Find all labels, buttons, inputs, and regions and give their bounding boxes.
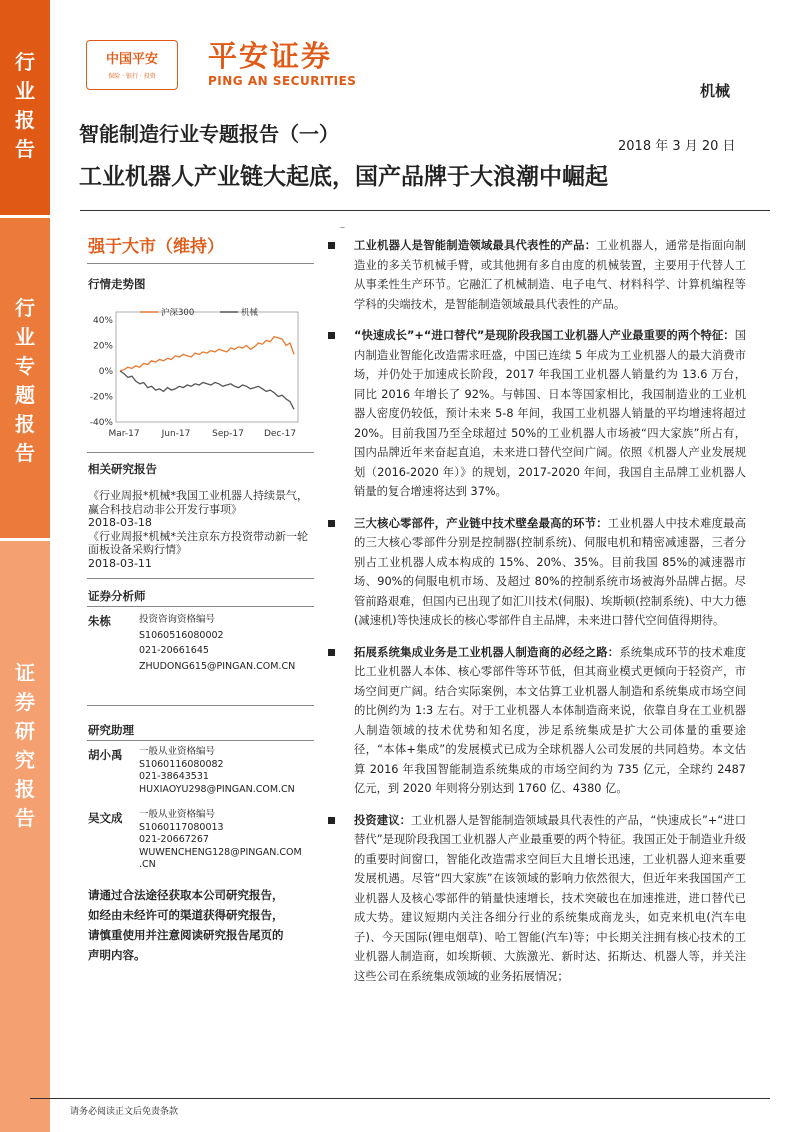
band-char: 专 (15, 354, 35, 378)
bullet-square-icon (328, 649, 335, 656)
summary-column (328, 236, 746, 998)
footer-note: 请务必阅读正文后免责条款 (70, 1107, 179, 1117)
y-tick-label: 0% (98, 367, 113, 377)
band-char: 报 (15, 777, 35, 801)
x-tick-label: Dec-17 (263, 429, 297, 439)
assistant-info-2 (139, 809, 302, 872)
related-reports-list (88, 489, 308, 570)
analyst-phone: 021-20661645 (139, 645, 209, 656)
band-char: 行 (15, 296, 35, 320)
related-reports-title: 相关研究报告 (88, 462, 157, 476)
assistant2-cert-no: S1060117080013 (139, 821, 224, 833)
bullet-square-icon (328, 242, 335, 249)
divider (87, 606, 314, 607)
logo1-text: 中国平安 (105, 52, 158, 67)
logo1-slogan: 保险 · 银行 · 投资 (108, 73, 156, 80)
band-char: 题 (15, 383, 35, 407)
industry-label: 机械 (700, 82, 731, 100)
summary-paragraph-2 (328, 326, 746, 502)
paragraph-text: 国内制造业智能化改造需求旺盛，中国已连续 5 年成为工业机器人的最大消费市场，并仍处于加速成长阶段，2017 年我国工业机器人销量约为 13.6 万台，同比 2016 年增长了 92%。与韩国、日本等国家相比，我国制造业的工业机器人密度仍较低，预计未来 5-8 年间，我国工业机器人销量的平均增速将超过 20%。目前我国乃至全球超过 50%的工业机器人市场被“四大家族”所占有，国内品牌近年来奋起直追，未来进口替代空间广阔。依照《机器人产业发展规划（2016-2020 年）》的规划，2017-2020 年间，我国自主品牌工业机器人销量的复合增速将达到 37%。 (354, 329, 746, 498)
legend-label-machinery: 机械 (241, 308, 259, 318)
band-char: 报 (15, 108, 35, 132)
trend-chart (88, 300, 310, 446)
chart-frame (116, 312, 298, 422)
x-tick-label: Sep-17 (212, 429, 244, 439)
divider (87, 263, 314, 264)
analyst-info (139, 612, 295, 674)
band-char: 券 (15, 690, 35, 714)
report-subtitle: 智能制造行业专题报告（一） (79, 122, 339, 146)
trend-chart-title: 行情走势图 (88, 277, 146, 291)
analyst-title: 证券分析师 (88, 589, 146, 603)
related-report-2[interactable]: 《行业周报*机械*关注京东方投资带动新一轮面板设备采购行情》 (88, 529, 308, 556)
summary-paragraph-4 (328, 643, 746, 799)
assistant-info-1 (139, 746, 295, 796)
logo2-cn: 平安证券 (208, 39, 333, 73)
x-tick-label: Jun-17 (161, 429, 191, 439)
assistant1-cert-label: 一般从业资格编号 (139, 746, 216, 757)
analyst-cert-no: S1060516080002 (139, 629, 224, 641)
ping-an-securities-logo (208, 40, 356, 88)
analyst-cert-label: 投资咨询资格编号 (139, 614, 216, 625)
assistant1-email[interactable]: HUXIAOYU298@PINGAN.COM.CN (139, 783, 295, 795)
assistant1-cert-no: S1060116080082 (139, 758, 224, 770)
logo2-en: PING AN SECURITIES (208, 74, 357, 88)
band-char: 究 (15, 748, 35, 772)
bullet-square-icon (328, 817, 335, 824)
rating-label: 强于大市（维持） (88, 237, 224, 257)
band-char: 告 (15, 137, 35, 161)
divider (87, 740, 314, 741)
ping-an-group-logo (86, 40, 178, 90)
band-char: 业 (15, 325, 35, 349)
divider (87, 705, 314, 706)
related-report-2-date: 2018-03-11 (88, 556, 152, 570)
band-char: 告 (15, 806, 35, 830)
report-title: 工业机器人产业链大起底，国产品牌于大浪潮中崛起 (79, 164, 608, 190)
y-tick-label: 40% (92, 316, 113, 326)
y-tick-label: -20% (89, 392, 113, 403)
summary-paragraph-3 (328, 514, 746, 631)
band-industry-report (0, 0, 50, 215)
footer-divider (30, 1098, 770, 1099)
paragraph-text: 系统集成环节的技术难度比工业机器人本体、核心零部件等环节低，但其商业模式更倾向于轻资产，市场空间更广阔。结合实际案例，本文估算工业机器人制造和系统集成市场空间的比例约为 1:3 左右。对于工业机器人本体制造商来说，依靠自身在工业机器人制造领域的技术优势和知名度，涉足系统集成是扩大公司体量的重要途径，“本体+集成”的发展模式已成为全球机器人公司发展的共同趋势。本文估算 2016 年我国智能制造系统集成的市场空间约为 735 亿元，全球约 2487 亿元，到 2020 年则将分别达到 1760 亿、4380 亿。 (354, 645, 746, 795)
related-report-1[interactable]: 《行业周报*机械*我国工业机器人持续景气，赢合科技启动非公开发行事项》 (88, 489, 308, 516)
legend-label-hs300: 沪深300 (161, 308, 195, 318)
summary-paragraph-1 (328, 236, 746, 314)
paragraph-heading: 三大核心零部件，产业链中技术壁垒最高的环节： (354, 516, 608, 530)
summary-paragraph-5 (328, 811, 746, 987)
assistant2-cert-label: 一般从业资格编号 (139, 809, 216, 820)
header-divider (80, 210, 770, 211)
series-line-hs300 (120, 337, 294, 371)
band-char: 报 (15, 412, 35, 436)
assistant2-email[interactable]: WUWENCHENG128@PINGAN.COM (139, 846, 302, 858)
assistant-name-2: 吴文成 (88, 811, 123, 825)
paragraph-heading: “快速成长”+“进口替代”是现阶段我国工业机器人产业最重要的两个特征： (354, 329, 735, 342)
analyst-email[interactable]: ZHUDONG615@PINGAN.COM.CN (139, 660, 296, 672)
paragraph-heading: 投资建议： (354, 813, 412, 827)
divider (87, 452, 314, 453)
bullet-square-icon (328, 520, 335, 527)
report-date: 2018 年 3 月 20 日 (618, 139, 736, 154)
series-line-machinery (120, 371, 294, 409)
bullet-square-icon (328, 332, 335, 339)
divider (87, 578, 314, 579)
paragraph-heading: 工业机器人是智能制造领域最具代表性的产品： (354, 239, 597, 252)
paragraph-text: 工业机器人是智能制造领域最具代表性的产品，“快速成长”+“进口替代”是现阶段我国工业机器人产业最重要的两个特征。我国正处于制造业升级的重要时间窗口，智能化改造需求空间巨大且增长迅速，工业机器人迎来重要发展机遇。尽管“四大家族”在该领域的影响力依然很大，但近年来我国国产工业机器人及核心零部件的销量快速增长，技术突破也在加速推进，进口替代已成大势。建议短期内关注各细分行业的系统集成商龙头，如克来机电(汽车电子)、今天国际(锂电烟草)、哈工智能(汽车)等；中长期关注拥有核心技术的工业机器人制造商，如埃斯顿、大族激光、新时达、拓斯达、机器人等，并关注这些公司在系统集成领域的业务拓展情况； (354, 813, 746, 983)
analyst-name: 朱栋 (88, 614, 111, 628)
related-report-1-date: 2018-03-18 (88, 516, 152, 529)
assistant-title: 研究助理 (88, 723, 134, 737)
paragraph-text: 工业机器人，通常是指面向制造业的多关节机械手臂，或其他拥有多自由度的机械装置，主要用于代替人工从事柔性生产环节。它融汇了机械制造、电子电气、材料科学、计算机编程等学科的尖端技术，是智能制造领域最具代表性的产品。 (354, 239, 746, 311)
band-securities-research (0, 541, 50, 1132)
x-tick-label: Mar-17 (108, 429, 140, 439)
assistant2-email-cont: .CN (139, 859, 156, 870)
paragraph-text: 工业机器人中技术难度最高的三大核心零部件分别是控制器(控制系统)、伺服电机和精密减速器，三者分别占工业机器人成本构成的 15%、20%、35%。目前我国 85%的减速器市场、90%的伺服电机市场、及超过 80%的控制系统市场被海外品牌占据。尽管前路艰难，但国内已出现了如汇川技术(伺服)、埃斯顿(控制系统)、中大力德(减速机)等快速成长的核心零部件自主品牌，未来进口替代空间值得期待。 (354, 516, 746, 627)
y-tick-label: 20% (92, 341, 113, 352)
band-char: 证 (15, 661, 35, 685)
assistant1-phone: 021-38643531 (139, 771, 209, 782)
disclaimer-note: 请通过合法途径获取本公司研究报告，如经由未经许可的渠道获得研究报告，请慎重使用并注意阅读研究报告尾页的声明内容。 (88, 888, 284, 962)
dash-mark: – (340, 222, 345, 233)
band-char: 行 (15, 50, 35, 74)
y-tick-label: -40% (89, 418, 113, 428)
band-char: 研 (15, 719, 35, 743)
band-char: 业 (15, 79, 35, 103)
paragraph-heading: 拓展系统集成业务是工业机器人制造商的必经之路： (354, 645, 620, 659)
assistant2-phone: 021-20667267 (139, 834, 209, 845)
assistant-name-1: 胡小禹 (88, 748, 123, 762)
trend-chart-svg (88, 300, 310, 446)
band-topic-report (0, 218, 50, 538)
band-char: 告 (15, 441, 35, 465)
